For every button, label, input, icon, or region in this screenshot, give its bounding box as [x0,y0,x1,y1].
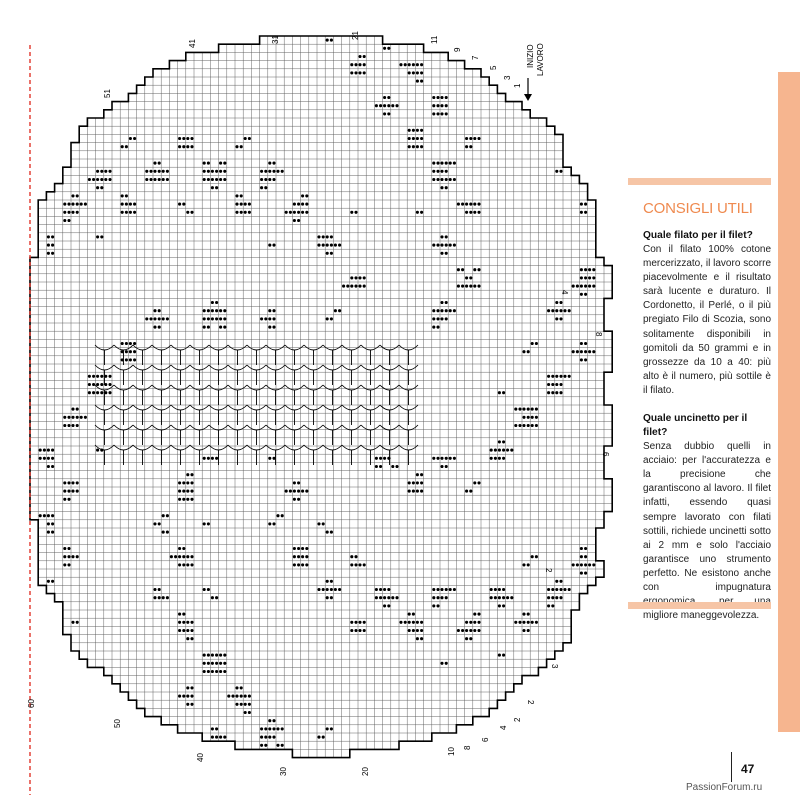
answer-yarn: Con il filato 100% cotone mercerizzato, il lavoro scorre piacevolmente e il risultato sarà lucente e duraturo. Il Cordonetto, il Perlé, o il più pregiato Filo di Scozia, sono solitamente disponibili in gomitoli da 50 grammi e in grossezze da 10 a 40: più alto è il numero, più sottile è il filato. [643,244,771,396]
bottom-row-number: 6 [481,737,490,742]
right-row-number: 4 [560,290,569,295]
start-label-line-1: INIZIO [526,44,535,68]
tips-bottom-bar [628,602,771,609]
bottom-row-number: 20 [361,767,370,776]
bottom-row-number: 4 [499,725,508,730]
top-row-number: 3 [503,75,512,80]
top-row-number: 11 [430,35,439,44]
chart-grid-lines [30,36,612,758]
accent-side-tab [778,72,800,732]
bottom-row-number: 8 [463,745,472,750]
question-hook: Quale uncinetto per il filet? [643,413,748,439]
right-row-number: 3 [550,664,559,669]
tips-box [643,200,771,637]
top-row-number: 21 [351,31,360,40]
tips-top-bar [628,178,771,185]
bottom-row-number: 40 [196,753,205,762]
bottom-row-number: 50 [113,719,122,728]
top-row-number: 7 [471,55,480,60]
right-row-number: 2 [544,568,553,573]
page-number: 47 [741,762,755,776]
right-row-number: 2 [526,700,535,705]
left-row-number: 51 [103,89,112,98]
top-row-number: 9 [453,47,462,52]
page-number-divider [731,752,732,782]
start-arrow-head-icon [524,94,532,101]
top-row-number: 1 [513,83,522,88]
top-row-number: 41 [188,39,197,48]
watermark: PassionForum.ru [686,782,763,793]
top-row-number: 5 [489,65,498,70]
start-label-line-2: LAVORO [536,43,545,76]
right-row-number: 6 [601,452,610,457]
question-yarn: Quale filato per il filet? [643,230,753,241]
bottom-row-number: 30 [279,767,288,776]
answer-hook: Senza dubbio quelli in acciaio: per l'accuratezza e la precisione che garantiscono al lavoro. Il filet infatti, essendo quasi sempre lavorato con filati sottili, richiede uncinetti sotto ai 2 mm e solo l'acciaio garantisce uno strumento perfetto. Ne esistono anche con impugnatura migliore maneggevolezza. [643,441,771,622]
bottom-row-number: 10 [447,747,456,756]
bottom-row-number: 2 [513,717,522,722]
tips-title: CONSIGLI UTILI [643,200,753,217]
top-row-number: 31 [271,35,280,44]
left-row-number: 60 [27,699,36,708]
right-row-number: 8 [594,332,603,337]
